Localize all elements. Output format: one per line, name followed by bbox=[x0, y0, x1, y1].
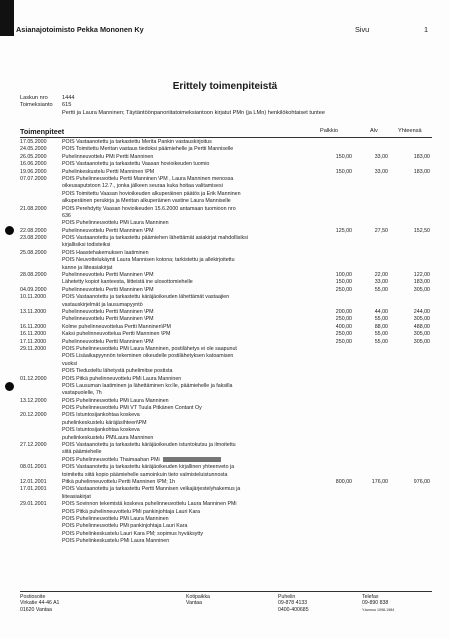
row-palkkio: 800,00 bbox=[335, 478, 352, 485]
row-date: 13.12.2000 bbox=[20, 397, 47, 404]
row-text: POIS Lisäaikapyynnön tekeminen oikeudelle postilähetyksen katoamisen bbox=[62, 353, 234, 360]
page-label: Sivu bbox=[355, 25, 370, 34]
row-text: vastauskirjelmät ja lausumapyyntö bbox=[62, 301, 143, 308]
row-text: alkuperäinen perukirja ja Meritan alkuperäinen vastine Laura Manniselle bbox=[62, 198, 231, 205]
table-row bbox=[20, 464, 432, 471]
row-text: POIS Puhelinneuvottelu PMi Laura Manninen bbox=[62, 220, 169, 227]
table-row bbox=[20, 272, 432, 279]
row-text: puhelinkeskustelu PM\Laura Manninen bbox=[62, 434, 154, 441]
row-text: POIS Pitkä puhelinneuvottelu PMi Laura Manninen bbox=[62, 375, 182, 382]
row-alv: 55,00 bbox=[374, 331, 388, 338]
row-date: 24.05.2000 bbox=[20, 146, 47, 153]
row-text: POIS Neuvottelukäynti Laura Mannisen kotona; tarkistettu ja allekirjoitettu bbox=[62, 257, 235, 264]
table-row bbox=[20, 169, 432, 176]
row-date: 19.06.2000 bbox=[20, 168, 47, 175]
row-text: POIS Vastaanotettu ja tarkastettu päämiehen lähettämät asiakirjat mahdollisiksi bbox=[62, 235, 248, 242]
header-rule bbox=[20, 137, 432, 138]
row-yhteensa: 122,00 bbox=[413, 272, 430, 279]
table-row bbox=[20, 486, 432, 493]
table-row bbox=[20, 449, 432, 456]
table-row bbox=[20, 183, 432, 190]
table-row bbox=[20, 235, 432, 242]
footer-line: 09-878 4133 bbox=[278, 600, 308, 607]
row-text: Puhelinneuvottelu PMi Pertti Manninen bbox=[62, 153, 154, 160]
row-yhteensa: 488,00 bbox=[413, 323, 430, 330]
table-row bbox=[20, 531, 432, 538]
table-row bbox=[20, 206, 432, 213]
document-title: Erittely toimenpiteistä bbox=[172, 81, 278, 92]
row-text: Lähetetty kopiot kanteesta, liitteistä ine ulosottomiehelle bbox=[62, 279, 193, 286]
row-text: Puhelinneuvottelu Pertti Manninen \PM bbox=[62, 227, 154, 234]
row-text: POIS Istuntosijankohtaa koskeva bbox=[62, 412, 140, 419]
row-text: POIS Pitkä puhelinneuvottelu PMi pankinjohtaja Lauri Kara bbox=[62, 508, 201, 515]
punch-hole bbox=[5, 382, 14, 391]
table-row bbox=[20, 361, 432, 368]
row-date: 04.09.2000 bbox=[20, 286, 47, 293]
table-row bbox=[20, 509, 432, 516]
table-row bbox=[20, 390, 432, 397]
table-header bbox=[20, 127, 432, 137]
row-date: 23.08.2000 bbox=[20, 235, 47, 242]
row-date: 07.07.2000 bbox=[20, 175, 47, 182]
row-text: Puhelinneuvottelu Pertti Manninen \PM bbox=[62, 316, 154, 323]
column-yhteensa: Yhteensä bbox=[398, 128, 422, 134]
row-date: 20.12.2000 bbox=[20, 412, 47, 419]
row-alv: 33,00 bbox=[374, 168, 388, 175]
row-date: 17.01.2001 bbox=[20, 486, 47, 493]
row-yhteensa: 305,00 bbox=[413, 331, 430, 338]
table-row bbox=[20, 427, 432, 434]
row-date: 16.11.2000 bbox=[20, 331, 47, 338]
row-palkkio: 250,00 bbox=[335, 331, 352, 338]
row-date: 12.01.2001 bbox=[20, 478, 47, 485]
table-row bbox=[20, 346, 432, 353]
row-text: POIS Vastaanotettu ja tarkastettu Vaasan hovioikeuden tuomio bbox=[62, 161, 210, 168]
row-text: kanne ja liiteasiakirjat bbox=[62, 264, 113, 271]
footer-line: 01620 Vantaa bbox=[20, 606, 52, 613]
row-yhteensa: 183,00 bbox=[413, 279, 430, 286]
row-date: 13.11.2000 bbox=[20, 308, 47, 315]
row-text: POIS Puhelinneuvottelu PMi Laura Manninen, postilähetys ei ole saapunut bbox=[62, 345, 237, 352]
table-row bbox=[20, 302, 432, 309]
firm-name: Asianajotoimisto Pekka Mononen Ky bbox=[16, 25, 144, 34]
table-row bbox=[20, 435, 432, 442]
table-row bbox=[20, 265, 432, 272]
row-text: 636 bbox=[62, 212, 71, 219]
row-text: vuoksi bbox=[62, 360, 78, 367]
table-row bbox=[20, 331, 432, 338]
table-row bbox=[20, 324, 432, 331]
invoice-number: 1444 bbox=[62, 95, 75, 101]
table-row bbox=[20, 139, 432, 146]
row-palkkio: 250,00 bbox=[335, 316, 352, 323]
row-text: Puhelinneuvottelu Pertti Manninen \PM bbox=[62, 286, 154, 293]
row-date: 16.11.2000 bbox=[20, 323, 47, 330]
footer-line: Telefax bbox=[362, 594, 379, 600]
row-date: 08.01.2001 bbox=[20, 464, 47, 471]
footer-line: Puhelin bbox=[278, 594, 296, 600]
row-text: Pitkä puhelinneuvottelu Pertti Manninen \PM; 1h bbox=[62, 478, 176, 485]
table-row bbox=[20, 516, 432, 523]
table-row bbox=[20, 412, 432, 419]
row-date: 17.05.2000 bbox=[20, 139, 47, 145]
row-text: POIS Puhelinneuvottelu Thaimaahan PMi bbox=[62, 457, 312, 464]
row-date: 28.08.2000 bbox=[20, 272, 47, 279]
row-palkkio: 400,00 bbox=[335, 323, 352, 330]
row-text: POIS Puhelinneuvottelu PMi Laura Manninen bbox=[62, 515, 169, 522]
row-text: POIS Puhelinneuvottelu PMi Laura Manninen bbox=[62, 397, 169, 404]
row-date: 27.12.2000 bbox=[20, 442, 47, 449]
table-row bbox=[20, 316, 432, 323]
column-palkkio: Palkkio bbox=[320, 128, 339, 134]
table-row bbox=[20, 442, 432, 449]
table-row bbox=[20, 220, 432, 227]
row-text: Kaksi puhelinneuvottelua Pertti Manninen \PM bbox=[62, 331, 171, 338]
row-palkkio: 200,00 bbox=[335, 308, 352, 315]
footer-column bbox=[278, 594, 309, 613]
row-date: 22.08.2000 bbox=[20, 227, 47, 234]
row-alv: 27,50 bbox=[374, 227, 388, 234]
row-alv: 55,00 bbox=[374, 286, 388, 293]
row-palkkio: 100,00 bbox=[335, 272, 352, 279]
row-date: 01.12.2000 bbox=[20, 375, 47, 382]
row-yhteensa: 183,00 bbox=[413, 153, 430, 160]
row-text: POIS Puhelinkeskustelu Lauri Kara PM; sopimus hyväksytty bbox=[62, 530, 204, 537]
row-alv: 88,00 bbox=[374, 323, 388, 330]
row-text: toimitettu siitä kopio päämiehelle samoinkuin tieto valmisteluistunnosta bbox=[62, 471, 228, 478]
row-yhteensa: 152,50 bbox=[413, 227, 430, 234]
table-row bbox=[20, 287, 432, 294]
table-row bbox=[20, 198, 432, 205]
row-text: kirjallisiksi todisteiksi bbox=[62, 242, 111, 249]
invoice-number-label: Laskun nro bbox=[20, 95, 48, 101]
column-toimenpiteet: Toimenpiteet bbox=[20, 127, 65, 136]
footer-column bbox=[20, 594, 59, 613]
row-palkkio: 250,00 bbox=[335, 338, 352, 345]
footer-rule bbox=[20, 591, 432, 592]
table-row bbox=[20, 228, 432, 235]
table-row bbox=[20, 457, 432, 464]
row-yhteensa: 305,00 bbox=[413, 316, 430, 323]
footer-line: Y-tunnus 1098-1984 bbox=[362, 607, 395, 612]
table-row bbox=[20, 279, 432, 286]
table-row bbox=[20, 146, 432, 153]
table-row bbox=[20, 523, 432, 530]
footer-line: 09-890 838 bbox=[362, 600, 389, 607]
footer-line: Kotipaikka bbox=[186, 594, 210, 600]
table-row bbox=[20, 257, 432, 264]
footer-line: Virkatie 44-46 A1 bbox=[20, 600, 60, 607]
row-alv: 55,00 bbox=[374, 316, 388, 323]
assignment-number: 615 bbox=[62, 102, 72, 109]
invoice-meta bbox=[20, 95, 325, 117]
row-palkkio: 150,00 bbox=[335, 168, 352, 175]
table-row bbox=[20, 398, 432, 405]
footer-column bbox=[186, 594, 210, 607]
table-row bbox=[20, 472, 432, 479]
row-alv: 33,00 bbox=[374, 279, 388, 286]
row-text: POIS Puhelinneuvottelu PMi pankinjohtaja Lauri Kara bbox=[62, 523, 188, 530]
footer-line: Postiosoite bbox=[20, 594, 46, 600]
row-date: 17.11.2000 bbox=[20, 338, 47, 345]
row-text: POIS Vastaanotettu ja tarkastettu käräjäoikeuden lähettämät vastaajien bbox=[62, 294, 230, 301]
column-alv: Alv bbox=[370, 128, 378, 134]
row-text: POIS Toimitettu Meritan vastaus tiedoksi päämiehelle ja Pertti Manniselle bbox=[62, 146, 234, 153]
row-text: POIS Tiedusteltu lähetystä puhelimitse postista bbox=[62, 368, 173, 375]
table-row bbox=[20, 538, 432, 545]
row-text: POIS Vastaanotettu ja tarkastettu Merita Pankin vastauskirjoitus bbox=[62, 139, 212, 145]
row-date: 25.08.2000 bbox=[20, 249, 47, 256]
table-row bbox=[20, 368, 432, 375]
row-text: POIS Vastaanotettu ja tarkastettu käräjäoikeuden istuntokutsu ja ilmoitettu bbox=[62, 442, 236, 449]
row-text: POIS Lausuman laatiminen ja lähettäminen ko:lle, päämiehelle ja faksilla bbox=[62, 382, 233, 389]
row-yhteensa: 305,00 bbox=[413, 338, 430, 345]
row-text: POIS Puhelinneuvottelu Pertti Manninen \PM , Laura Manninen menossa bbox=[62, 175, 234, 182]
table-row bbox=[20, 479, 432, 486]
assignment-description: Pertti ja Laura Manninen; Täytäntöönpanoriitatoimeksiantoon kirjatut PMn (ja LMn) henkilökohtaiset tuntee bbox=[62, 109, 325, 116]
row-text: vastapuolelle, 7h bbox=[62, 390, 102, 397]
row-text: POIS Haastehakemuksen laatiminen bbox=[62, 249, 149, 256]
table-row bbox=[20, 213, 432, 220]
row-text: Puhelinneuvottelu Pertti Manninen \PM bbox=[62, 272, 154, 279]
row-text: Puhelinneuvottelu Pertti Manninen \PM bbox=[62, 338, 154, 345]
row-palkkio: 150,00 bbox=[335, 279, 352, 286]
assignment-label: Toimeksianto bbox=[20, 102, 53, 109]
row-text: POIS Puhelinkeskustelu PMi Laura Manninen bbox=[62, 538, 170, 545]
row-alv: 22,00 bbox=[374, 272, 388, 279]
row-yhteensa: 976,00 bbox=[413, 478, 430, 485]
table-row bbox=[20, 494, 432, 501]
footer-line: 0400-400685 bbox=[278, 606, 309, 613]
table-row bbox=[20, 339, 432, 346]
table-row bbox=[20, 161, 432, 168]
row-text: Puhelinkeskustelu Pertti Manninen \PM bbox=[62, 168, 155, 175]
table-row bbox=[20, 353, 432, 360]
row-date: 26.05.2000 bbox=[20, 153, 47, 160]
row-yhteensa: 183,00 bbox=[413, 168, 430, 175]
row-text: POIS Puhelinneuvottelu PMi VT Tuula Pitkänen Contant Oy bbox=[62, 405, 202, 412]
page-number: 1 bbox=[424, 25, 429, 34]
table-row bbox=[20, 154, 432, 161]
row-alv: 55,00 bbox=[374, 338, 388, 345]
row-text: POIS Sovinnon tekemistä koskeva puhelinneuvottelu Laura Manninen PMi bbox=[62, 501, 237, 508]
row-date: 21.08.2000 bbox=[20, 205, 47, 212]
row-text: POIS Vastaanotettu ja tarkastettu Pertti Mannisen velkajärjestelyhakemus ja bbox=[62, 486, 241, 493]
row-date: 29.11.2000 bbox=[20, 345, 47, 352]
row-text: POIS Toimitettu Vaasan hovioikeuden alkuperäinen päätös ja Erik Manninen bbox=[62, 190, 241, 197]
row-text: siitä päämiehelle bbox=[62, 449, 102, 456]
row-palkkio: 125,00 bbox=[335, 227, 352, 234]
row-palkkio: 150,00 bbox=[335, 153, 352, 160]
punch-hole bbox=[5, 226, 14, 235]
row-text: puhelinkeskustelu käräjäsihteeri\PM bbox=[62, 419, 147, 426]
footer-line: Vantaa bbox=[186, 600, 203, 607]
row-yhteensa: 244,00 bbox=[413, 308, 430, 315]
row-date: 10.11.2000 bbox=[20, 294, 47, 301]
row-date: 16.06.2000 bbox=[20, 161, 47, 168]
redaction-block bbox=[163, 457, 221, 462]
table-row bbox=[20, 191, 432, 198]
entries-table bbox=[20, 139, 432, 545]
row-text: oikeusaputstoon 12.7., jonka jälkeen seuraa kuka hoitaa valitamisesi bbox=[62, 183, 223, 190]
table-row bbox=[20, 309, 432, 316]
row-alv: 33,00 bbox=[374, 153, 388, 160]
table-row bbox=[20, 376, 432, 383]
table-row bbox=[20, 420, 432, 427]
table-row bbox=[20, 294, 432, 301]
row-text: Puhelinneuvottelu Pertti Manninen \PM bbox=[62, 308, 154, 315]
row-text: POIS Vastaanotettu ja tarkastettu käräjäoikeuden kirjallinen yhteenveto ja bbox=[62, 464, 235, 471]
footer-column bbox=[362, 594, 394, 613]
row-text: Kolme puhelinneuvottelua Pertti Manninen\PM bbox=[62, 323, 171, 330]
table-row bbox=[20, 501, 432, 508]
row-alv: 44,00 bbox=[374, 308, 388, 315]
table-row bbox=[20, 176, 432, 183]
table-row bbox=[20, 383, 432, 390]
row-palkkio: 250,00 bbox=[335, 286, 352, 293]
row-date: 29.01.2001 bbox=[20, 501, 47, 508]
table-row bbox=[20, 242, 432, 249]
row-text: liiteasiakirjat bbox=[62, 493, 91, 500]
row-text: POIS Istuntosijankohtaa koskeva bbox=[62, 427, 140, 434]
row-yhteensa: 305,00 bbox=[413, 286, 430, 293]
table-row bbox=[20, 405, 432, 412]
scan-shadow bbox=[0, 0, 14, 36]
row-text: POIS Perehdytty Vaasan hovioikeuden 15.6.2000 antamaan tuomioon nro bbox=[62, 205, 236, 212]
row-alv: 176,00 bbox=[371, 478, 388, 485]
table-row bbox=[20, 250, 432, 257]
